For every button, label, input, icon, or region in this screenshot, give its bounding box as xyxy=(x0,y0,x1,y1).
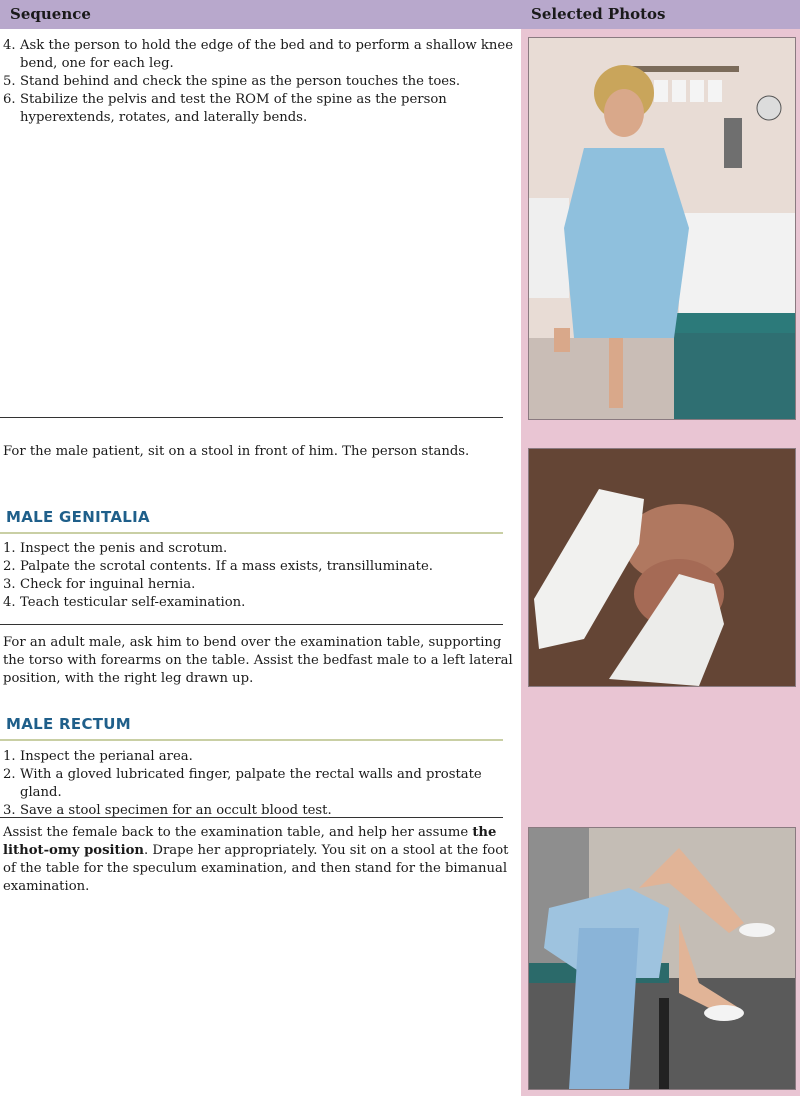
divider xyxy=(0,817,503,818)
selected-photos-header: Selected Photos xyxy=(531,5,666,23)
list-item: 6. Stabilize the pelvis and test the ROM of the spine as the person hyperextends, rotates, and laterally bends. xyxy=(3,92,447,125)
male-genitalia-title: MALE GENITALIA xyxy=(6,508,150,526)
section-rule xyxy=(0,532,503,534)
header-bar xyxy=(0,0,800,29)
list-item: 4. Teach testicular self-examination. xyxy=(3,595,246,610)
list-item: 3. Check for inguinal hernia. xyxy=(3,577,196,592)
male-rectum-step-list xyxy=(0,748,515,820)
male-genitalia-step-list xyxy=(0,540,515,612)
list-item: 2. Palpate the scrotal contents. If a mass exists, transilluminate. xyxy=(3,559,433,574)
list-item: 4. Ask the person to hold the edge of the bed and to perform a shallow knee bend, one for each leg. xyxy=(3,38,513,71)
spine-step-list xyxy=(0,37,515,127)
section-rule xyxy=(0,739,503,741)
photo-genital-exam xyxy=(528,448,796,687)
list-item: 1. Inspect the penis and scrotum. xyxy=(3,541,228,556)
divider xyxy=(0,624,503,625)
photo-standing-patient xyxy=(528,37,796,420)
sequence-header: Sequence xyxy=(10,5,91,23)
list-item: 3. Save a stool specimen for an occult blood test. xyxy=(3,803,332,818)
lithotomy-term: the lithot-omy position xyxy=(3,825,497,858)
female-intro-text: Assist the female back to the examination table, and help her assume the lithot-omy position. Drape her appropriately. You sit on a stool at the foot of the table for the speculum examination, and then stand for the bimanual examination. xyxy=(3,825,509,894)
list-item: 1. Inspect the perianal area. xyxy=(3,749,193,764)
photo-lithotomy-position xyxy=(528,827,796,1090)
male-rectum-title: MALE RECTUM xyxy=(6,715,132,733)
divider xyxy=(0,417,503,418)
male-intro-text: For the male patient, sit on a stool in front of him. The person stands. xyxy=(3,444,470,459)
list-item: 5. Stand behind and check the spine as the person touches the toes. xyxy=(3,74,461,89)
rectum-intro-text: For an adult male, ask him to bend over the examination table, supporting the torso with forearms on the table. Assist the bedfast male to a left lateral position, with the right leg drawn up. xyxy=(3,635,513,686)
list-item: 2. With a gloved lubricated finger, palpate the rectal walls and prostate gland. xyxy=(3,767,482,800)
